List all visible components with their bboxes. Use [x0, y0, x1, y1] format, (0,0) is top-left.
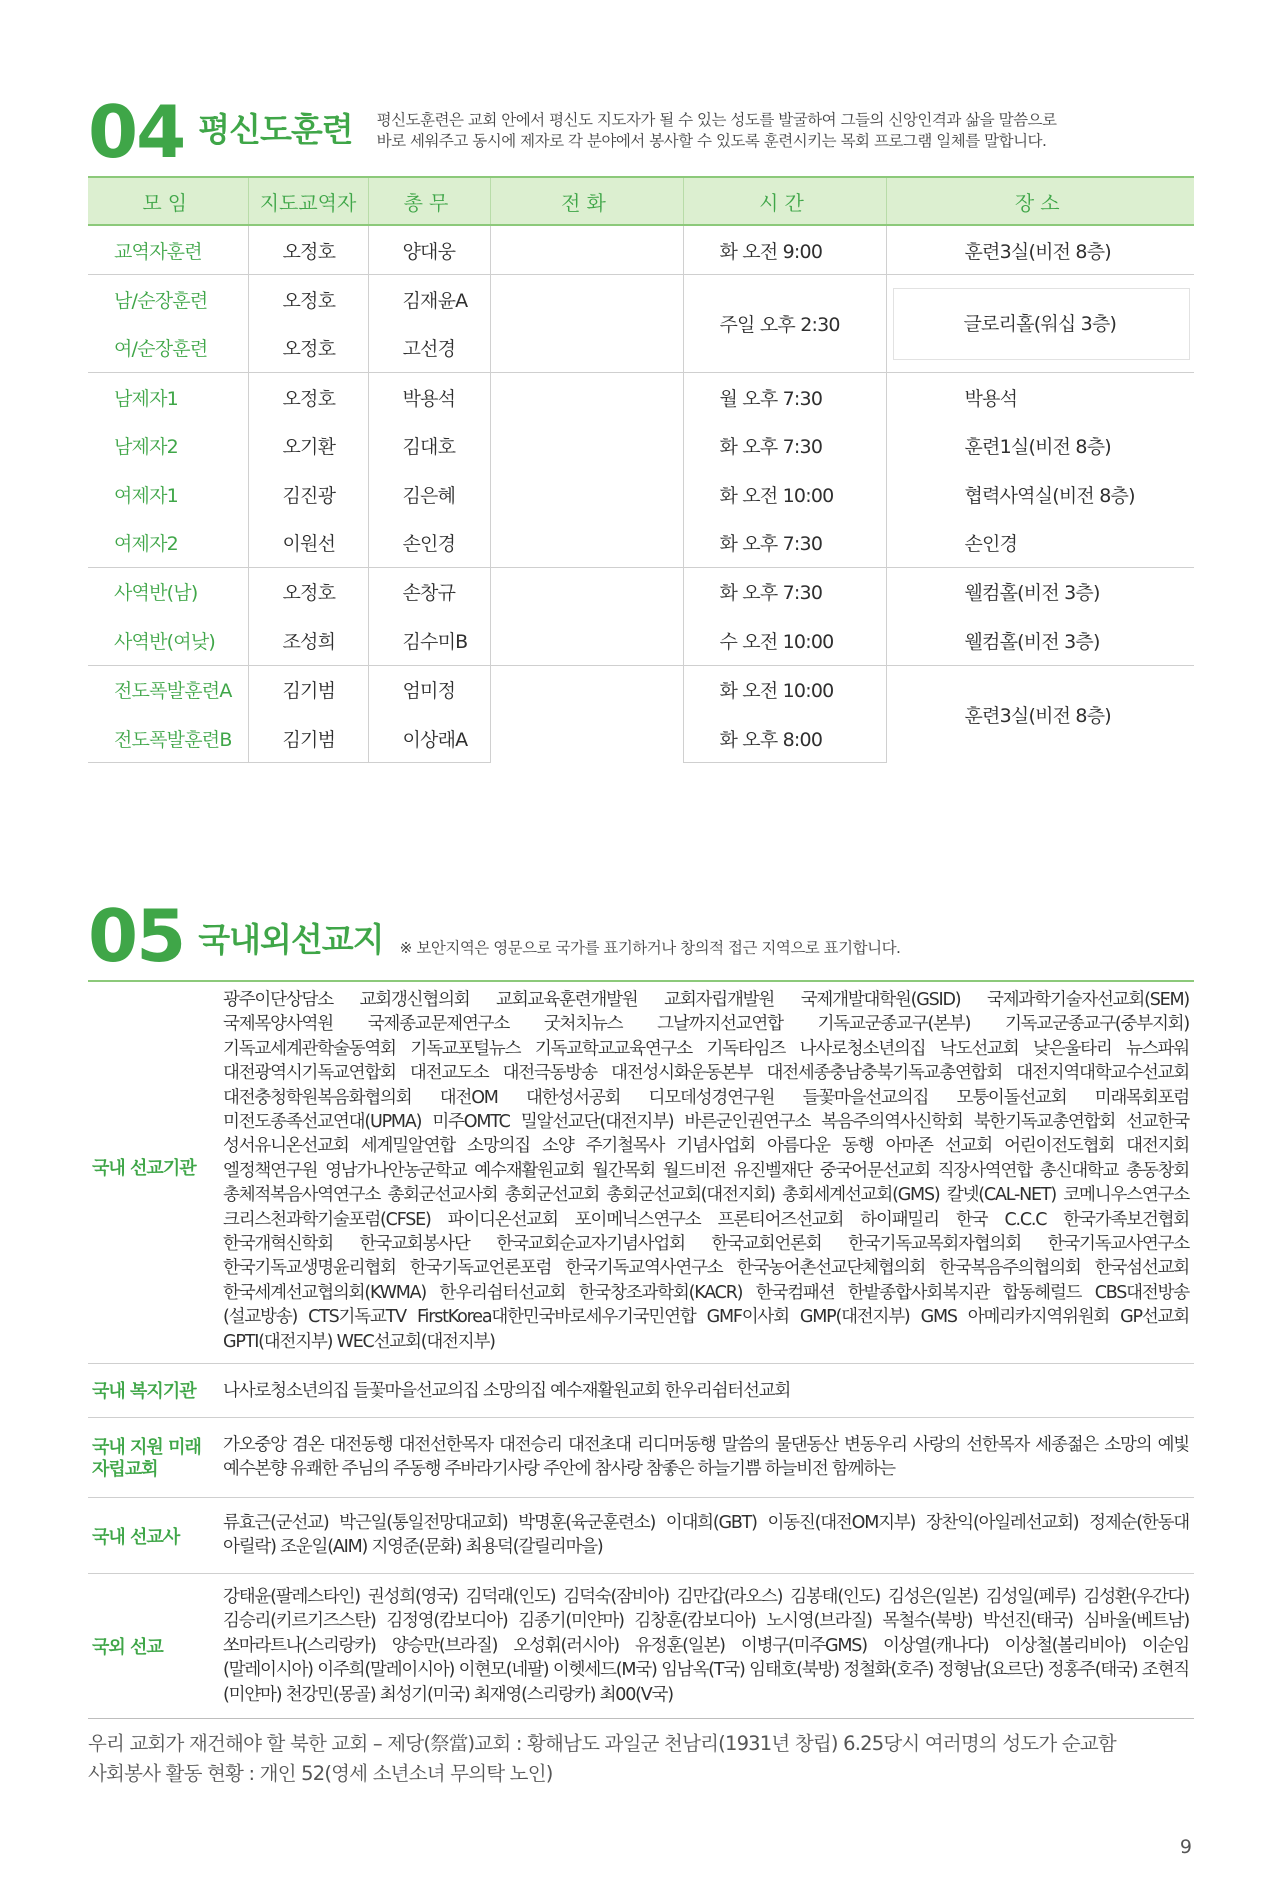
row-text: 강태윤(팔레스타인) 권성희(영국) 김덕래(인도) 김덕숙(잠비아) 김만갑(라오스) 김봉태(인도) 김성은(일본) 김성일(페루) 김성환(우간다) 김승리(키르기즈스탄) 김정영(캄보디아) 김종기(미얀마) 김창훈(캄보디아) 노시영(브라질) 목철수(북방) 박선진(태국) 심바울(베트남) 쏘마라트나(스리랑카) 양승만(브라질) 오성휘(러시아) 유정훈(일본) 이병구(미주GMS) 이상열(캐나다) 이상철(볼리비아) 이순임(말레이시아) 이주희(말레이시아) 이현모(네팔) 이헷세드(M국) 임남옥(T국) 임태호(북방) 정철화(호주) 정형남(요르단) 정홍주(태국) 조현직(미얀마) 천강민(몽골) 최성기(미국) 최재영(스리랑카) 최00(V국)	[223, 1587, 1189, 1705]
row-label: 국내 선교사	[92, 1527, 180, 1548]
mission-row-welfare	[88, 1379, 1194, 1409]
section-05-number: 05	[88, 894, 185, 978]
header-staff: 총무	[368, 177, 490, 225]
section-04-description	[377, 110, 1057, 152]
leader-name: 김진광	[248, 470, 368, 518]
table-row	[88, 665, 1194, 714]
meeting-name: 남/순장훈련	[88, 275, 248, 324]
phone-cell	[490, 665, 683, 763]
leader-name: 오기환	[248, 422, 368, 470]
row-divider	[88, 1497, 1194, 1498]
place-cell: 웰컴홀(비전 3층)	[886, 616, 1194, 665]
leader-name: 김기범	[248, 665, 368, 714]
meeting-name: 사역반(여낮)	[114, 630, 215, 653]
staff-name: 김수미B	[368, 616, 490, 665]
place-cell	[886, 275, 1194, 373]
section-05-note: ※ 보안지역은 영문으로 국가를 표기하거나 창의적 접근 지역으로 표기합니다.	[399, 939, 901, 957]
header-place: 장소	[886, 177, 1194, 225]
row-label: 국외 선교	[92, 1637, 163, 1658]
table-row	[88, 373, 1194, 422]
leader-name: 이원선	[248, 518, 368, 567]
section-05-title: 국내외선교지	[198, 920, 384, 959]
time-cell: 화 오후 8:00	[683, 714, 886, 763]
staff-name: 박용석	[368, 373, 490, 422]
phone-cell	[490, 373, 683, 568]
time-cell: 화 오전 9:00	[683, 225, 886, 275]
staff-name: 이상래A	[368, 714, 490, 763]
row-text: 가오중앙 겸온 대전동행 대전선한목자 대전승리 대전초대 리디머동행 말씀의 물댄동산 변동우리 사랑의 선한목자 세종젊은 소망의 예빛 예수본향 유쾌한 주님의 주동행 주바라기사랑 주안에 참사랑 참좋은 하늘기쁨 하늘비전 함께하는	[223, 1435, 1189, 1480]
section-04-header	[88, 90, 1057, 174]
meeting-name: 전도폭발훈련B	[88, 714, 248, 763]
table-row	[88, 567, 1194, 616]
social-service-note: 사회봉사 활동 현황 : 개인 52(영세 소년소녀 무의탁 노인)	[88, 1762, 553, 1785]
meeting-name: 여/순장훈련	[114, 338, 208, 361]
leader-name: 오정호	[248, 324, 368, 373]
place-box: 글로리홀(워십 3층)	[893, 288, 1191, 360]
mission-row-domestic-orgs	[88, 988, 1194, 1358]
section-05-bottom-rule	[88, 1718, 1194, 1719]
leader-name: 조성희	[248, 616, 368, 665]
meeting-name: 남제자2	[114, 436, 178, 459]
section-05-header	[88, 894, 901, 978]
meeting-name: 교역자훈련	[88, 225, 248, 275]
leader-name: 오정호	[248, 373, 368, 422]
time-cell: 화 오후 7:30	[683, 422, 886, 470]
time-cell: 주일 오후 2:30	[683, 275, 886, 373]
place-cell: 훈련1실(비전 8층)	[886, 422, 1194, 470]
place-cell: 협력사역실(비전 8층)	[886, 470, 1194, 518]
page-number: 9	[1179, 1836, 1192, 1858]
mission-row-overseas	[88, 1585, 1194, 1715]
meeting-name: 전도폭발훈련A	[88, 665, 248, 714]
table-header-row	[88, 177, 1194, 225]
phone-cell	[490, 225, 683, 275]
meeting-name: 여제자1	[114, 484, 178, 507]
north-korea-church-note: 우리 교회가 재건해야 할 북한 교회 – 제당(祭當)교회 : 황해남도 과일군 천남리(1931년 창립) 6.25당시 여러명의 성도가 순교함	[88, 1732, 1116, 1755]
row-label: 국내 지원 미래자립교회	[92, 1437, 201, 1480]
place-cell: 손인경	[886, 518, 1194, 567]
phone-cell	[490, 567, 683, 665]
row-text: 류효근(군선교) 박근일(통일전망대교회) 박명훈(육군훈련소) 이대희(GBT) 이동진(대전OM지부) 장찬익(아일레선교회) 정제순(한동대 아릴락) 조운일(AIM) 지영준(문화) 최용덕(갈릴리마을)	[223, 1513, 1189, 1558]
place-cell: 박용석	[886, 373, 1194, 422]
place-cell: 훈련3실(비전 8층)	[886, 225, 1194, 275]
table-row	[88, 275, 1194, 324]
header-time: 시간	[683, 177, 886, 225]
mission-row-supported-churches	[88, 1433, 1194, 1489]
staff-name: 고선경	[368, 324, 490, 373]
time-cell: 화 오후 7:30	[683, 518, 886, 567]
header-phone: 전화	[490, 177, 683, 225]
section-04-title: 평신도훈련	[198, 110, 353, 149]
time-cell: 월 오후 7:30	[683, 373, 886, 422]
staff-name: 엄미정	[368, 665, 490, 714]
staff-name: 김재윤A	[368, 275, 490, 324]
time-cell: 화 오후 7:30	[683, 567, 886, 616]
meeting-name: 사역반(남)	[88, 567, 248, 616]
time-cell: 화 오전 10:00	[683, 470, 886, 518]
staff-name: 김대호	[368, 422, 490, 470]
training-table	[88, 176, 1194, 763]
row-text: 나사로청소년의집 들꽃마을선교의집 소망의집 예수재활원교회 한우리쉼터선교회	[223, 1381, 791, 1401]
table-row	[88, 225, 1194, 275]
row-divider	[88, 1363, 1194, 1364]
description-line-2: 바로 세워주고 동시에 제자로 각 분야에서 봉사할 수 있도록 훈련시키는 목회 프로그램 일체를 말합니다.	[376, 132, 1047, 150]
mission-row-domestic-missionaries	[88, 1511, 1194, 1567]
phone-cell	[490, 275, 683, 373]
staff-name: 김은혜	[368, 470, 490, 518]
leader-name: 오정호	[248, 275, 368, 324]
time-cell: 화 오전 10:00	[683, 665, 886, 714]
place-cell: 훈련3실(비전 8층)	[886, 665, 1194, 763]
staff-name: 손창규	[368, 567, 490, 616]
row-text: 광주이단상담소 교회갱신협의회 교회교육훈련개발원 교회자립개발원 국제개발대학원(GSID) 국제과학기술자선교회(SEM) 국제목양사역원 국제종교문제연구소 굿처치뉴스 그날까지선교연합 기독교군종교구(본부) 기독교군종교구(중부지회) 기독교세계관학술동역회 기독교포털뉴스 기독교학교교육연구소 기독타임즈 나사로청소년의집 낙도선교회 낮은울타리 뉴스파워 대전광역시기독교연합회 대전교도소 대전극동방송 대전성시화운동본부 대전세종충남충북기독교총연합회 대전지역대학교수선교회 대전충청학원복음화협의회 대전OM 대한성서공회 디모데성경연구원 들꽃마을선교의집 모퉁이돌선교회 미래목회포럼 미전도종족선교연대(UPMA) 미주OMTC 밀알선교단(대전지부) 바른군인권연구소 복음주의역사신학회 북한기독교총연합회 선교한국 성서유니온선교회 세계밀알연합 소망의집 소양 주기철목사 기념사업회 아름다운 동행 아마존 선교회 어린이전도협회 대전지회 엘정책연구원 영남가나안농군학교 예수재활원교회 월간목회 월드비전 유진벨재단 중국어문선교회 직장사역연합 총신대학교 총동창회 총체적복음사역연구소 총회군선교사회 총회군선교회 총회군선교회(대전지회) 총회세계선교회(GMS) 칼넷(CAL-NET) 코메니우스연구소 크리스천과학기술포럼(CFSE) 파이디온선교회 포이메닉스연구소 프론티어즈선교회 하이패밀리 한국 C.C.C 한국가족보건협회 한국개혁신학회 한국교회봉사단 한국교회순교자기념사업회 한국교회언론회 한국기독교목회자협의회 한국기독교사연구소 한국기독교생명윤리협회 한국기독교언론포럼 한국기독교역사연구소 한국농어촌선교단체협의회 한국복음주의협의회 한국섬선교회 한국세계선교협의회(KWMA) 한우리쉼터선교회 한국창조과학회(KACR) 한국컴패션 한밭종합사회복지관 합동헤럴드 CBS대전방송(설교방송) CTS기독교TV FirstKorea대한민국바로세우기국민연합 GMF이사회 GMP(대전지부) GMS 아메리카지역위원회 GP선교회 GPTI(대전지부) WEC선교회(대전지부)	[223, 990, 1189, 1352]
section-04-number: 04	[88, 90, 185, 174]
row-label: 국내 선교기관	[92, 1158, 196, 1179]
leader-name: 오정호	[248, 567, 368, 616]
leader-name: 오정호	[248, 225, 368, 275]
meeting-name: 여제자2	[114, 533, 178, 556]
meeting-name: 남제자1	[88, 373, 248, 422]
header-leader: 지도교역자	[248, 177, 368, 225]
staff-name: 양대웅	[368, 225, 490, 275]
place-cell: 웰컴홀(비전 3층)	[886, 567, 1194, 616]
header-meeting: 모임	[88, 177, 248, 225]
row-divider	[88, 1573, 1194, 1574]
time-cell: 수 오전 10:00	[683, 616, 886, 665]
row-label: 국내 복지기관	[92, 1381, 196, 1402]
description-line-1: 평신도훈련은 교회 안에서 평신도 지도자가 될 수 있는 성도를 발굴하여 그들의 신앙인격과 삶을 말씀으로	[376, 111, 1057, 129]
leader-name: 김기범	[248, 714, 368, 763]
staff-name: 손인경	[368, 518, 490, 567]
section-05-top-rule	[88, 980, 1194, 982]
row-divider	[88, 1417, 1194, 1418]
